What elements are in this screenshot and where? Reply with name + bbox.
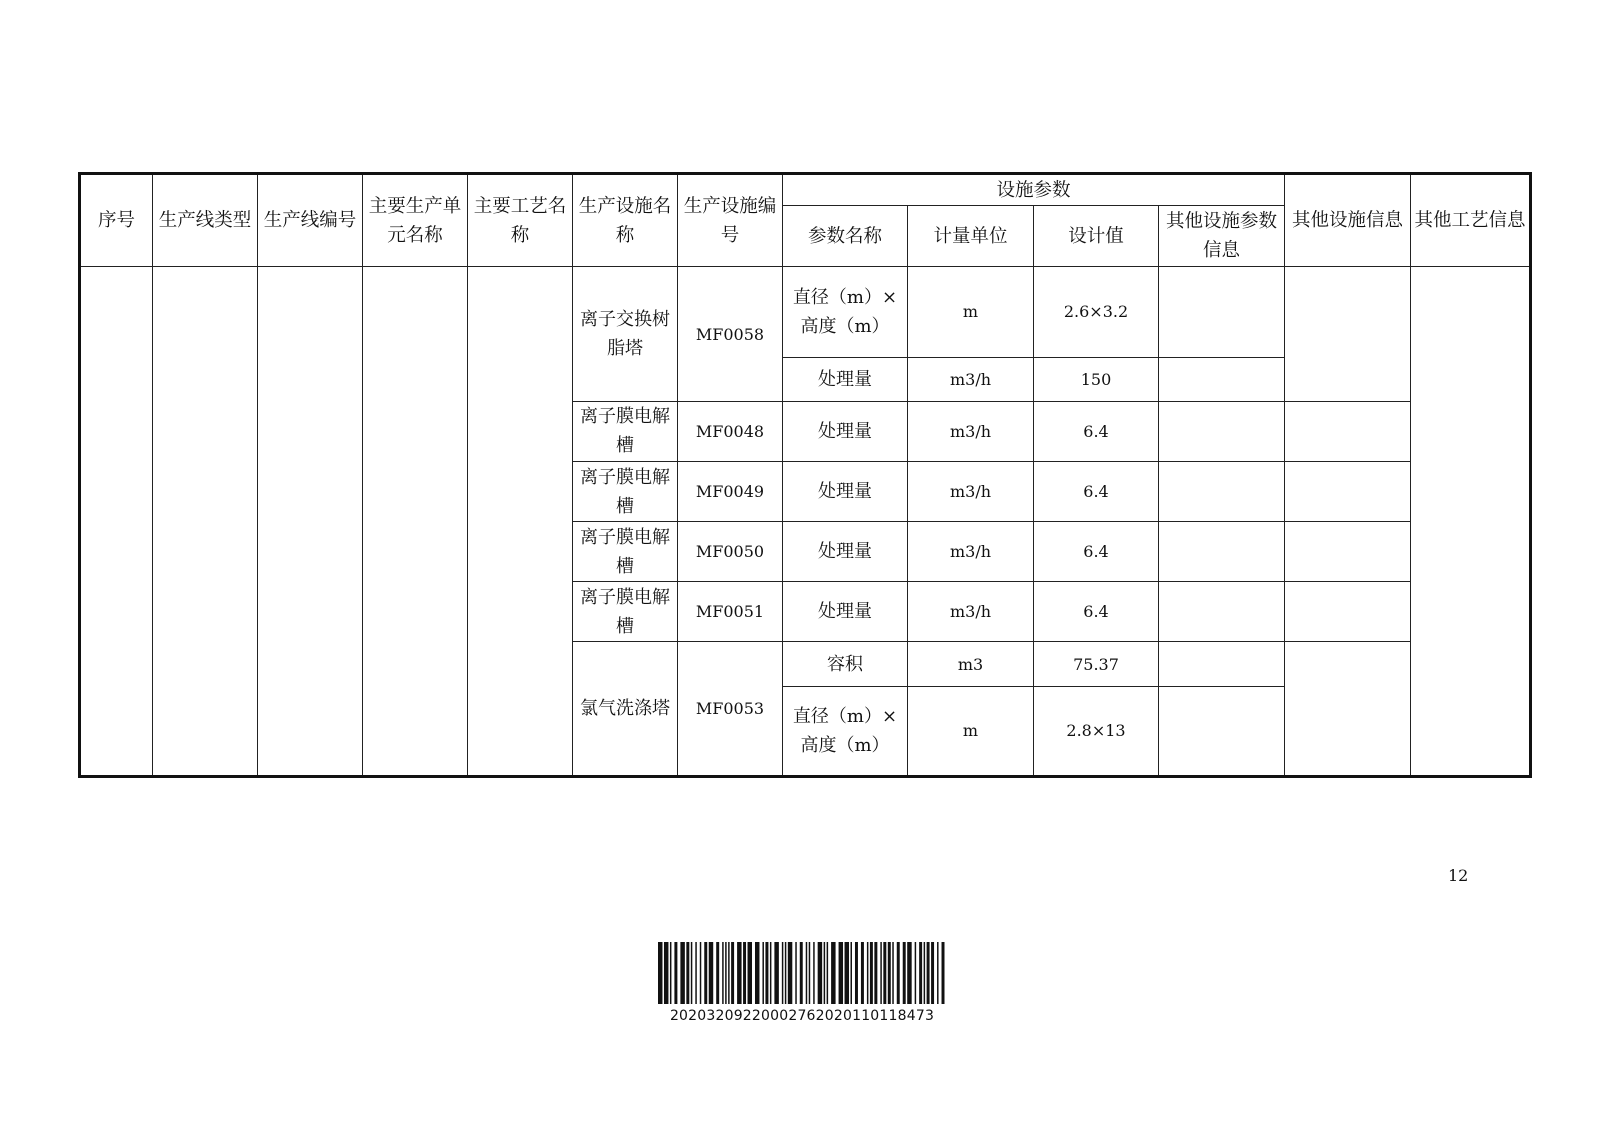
facility-name: 离子膜电解槽 <box>573 522 678 582</box>
barcode-bar <box>748 942 752 1004</box>
facility-parameter-table <box>78 172 1532 778</box>
param-unit: m <box>908 267 1034 357</box>
param-name: 处理量 <box>783 522 908 582</box>
facility-code: MF0058 <box>678 267 783 401</box>
barcode-bar <box>765 942 768 1004</box>
other-facility-info <box>1285 267 1411 401</box>
barcode-bar <box>725 942 726 1004</box>
header-params-group: 设施参数 <box>783 174 1285 206</box>
barcode-bar <box>937 942 938 1004</box>
param-name: 处理量 <box>783 401 908 461</box>
param-name: 直径（m）×高度（m） <box>783 686 908 776</box>
facility-code: MF0053 <box>678 642 783 777</box>
header-seq: 序号 <box>80 174 153 267</box>
barcode-image <box>658 942 946 1004</box>
barcode-bar <box>897 942 900 1004</box>
barcode-bar <box>861 942 864 1004</box>
barcode-bar <box>851 942 852 1004</box>
barcode-bar <box>795 942 796 1004</box>
barcode-bar <box>680 942 684 1004</box>
param-unit: m3/h <box>908 522 1034 582</box>
barcode-bar <box>670 942 671 1004</box>
barcode-bar <box>700 942 701 1004</box>
param-unit: m <box>908 686 1034 776</box>
param-name: 容积 <box>783 642 908 686</box>
barcode-bar <box>903 942 906 1004</box>
header-param-name: 参数名称 <box>783 206 908 267</box>
header-facility-name: 生产设施名称 <box>573 174 678 267</box>
param-value: 150 <box>1034 357 1159 401</box>
barcode-bar <box>931 942 934 1004</box>
cell-line-type <box>153 267 258 777</box>
header-other-process-info: 其他工艺信息 <box>1411 174 1531 267</box>
other-facility-info <box>1285 582 1411 642</box>
barcode-bar <box>888 942 891 1004</box>
header-process-name: 主要工艺名称 <box>468 174 573 267</box>
facility-code: MF0051 <box>678 582 783 642</box>
param-value: 2.6×3.2 <box>1034 267 1159 357</box>
barcode-bar <box>813 942 814 1004</box>
barcode-bar <box>782 942 783 1004</box>
header-line-type: 生产线类型 <box>153 174 258 267</box>
barcode-bar <box>762 942 763 1004</box>
param-unit: m3/h <box>908 582 1034 642</box>
barcode-bar <box>924 942 925 1004</box>
barcode-bar <box>743 942 746 1004</box>
header-design-value: 设计值 <box>1034 206 1159 267</box>
facility-name: 离子膜电解槽 <box>573 401 678 461</box>
barcode-bar <box>870 942 873 1004</box>
cell-process-name <box>468 267 573 777</box>
barcode-bar <box>755 942 759 1004</box>
param-other-info <box>1159 686 1285 776</box>
barcode-bar <box>824 942 825 1004</box>
param-other-info <box>1159 582 1285 642</box>
barcode-bar <box>728 942 729 1004</box>
barcode-number: 20203209220002762020110118473 <box>669 1008 935 1024</box>
barcode-bar <box>927 942 930 1004</box>
barcode-bar <box>704 942 707 1004</box>
barcode-bar <box>709 942 713 1004</box>
param-name: 处理量 <box>783 461 908 521</box>
barcode-bar <box>731 942 734 1004</box>
other-facility-info <box>1285 401 1411 461</box>
param-other-info <box>1159 642 1285 686</box>
barcode-bar <box>883 942 886 1004</box>
barcode-bar <box>722 942 723 1004</box>
param-value: 75.37 <box>1034 642 1159 686</box>
facility-name: 氯气洗涤塔 <box>573 642 678 777</box>
barcode-bar <box>839 942 843 1004</box>
param-value: 6.4 <box>1034 401 1159 461</box>
header-facility-no: 生产设施编号 <box>678 174 783 267</box>
param-value: 2.8×13 <box>1034 686 1159 776</box>
facility-code: MF0050 <box>678 522 783 582</box>
cell-line-no <box>258 267 363 777</box>
barcode-bar <box>664 942 668 1004</box>
barcode-bar <box>809 942 810 1004</box>
barcode-bar <box>880 942 881 1004</box>
facility-name: 离子膜电解槽 <box>573 582 678 642</box>
header-other-param-info: 其他设施参数信息 <box>1159 206 1285 267</box>
facility-code: MF0048 <box>678 401 783 461</box>
header-line-no: 生产线编号 <box>258 174 363 267</box>
barcode-bar <box>800 942 803 1004</box>
barcode-bar <box>788 942 792 1004</box>
other-facility-info <box>1285 642 1411 777</box>
barcode-bar <box>737 942 741 1004</box>
facility-name: 离子交换树脂塔 <box>573 267 678 401</box>
cell-seq <box>80 267 153 777</box>
barcode-bar <box>827 942 828 1004</box>
barcode-bar <box>831 942 835 1004</box>
param-other-info <box>1159 357 1285 401</box>
other-facility-info <box>1285 522 1411 582</box>
barcode-bar <box>674 942 677 1004</box>
barcode-bar <box>942 942 945 1004</box>
barcode-bar <box>774 942 778 1004</box>
barcode-bar <box>915 942 916 1004</box>
param-unit: m3 <box>908 642 1034 686</box>
param-value: 6.4 <box>1034 461 1159 521</box>
barcode-bar <box>770 942 771 1004</box>
facility-code: MF0049 <box>678 461 783 521</box>
param-unit: m3/h <box>908 461 1034 521</box>
param-value: 6.4 <box>1034 582 1159 642</box>
param-name: 处理量 <box>783 357 908 401</box>
param-unit: m3/h <box>908 401 1034 461</box>
param-name: 直径（m）×高度（m） <box>783 267 908 357</box>
barcode-bar <box>845 942 849 1004</box>
barcode-bar <box>806 942 807 1004</box>
other-facility-info <box>1285 461 1411 521</box>
barcode-bar <box>716 942 719 1004</box>
param-other-info <box>1159 401 1285 461</box>
barcode-bar <box>686 942 689 1004</box>
barcode-bar <box>907 942 911 1004</box>
param-value: 6.4 <box>1034 522 1159 582</box>
barcode-bar <box>691 942 692 1004</box>
header-unit-name: 主要生产单元名称 <box>363 174 468 267</box>
facility-name: 离子膜电解槽 <box>573 461 678 521</box>
page-number: 12 <box>1448 866 1469 885</box>
barcode-bar <box>892 942 893 1004</box>
param-other-info <box>1159 267 1285 357</box>
barcode-bar <box>658 942 662 1004</box>
param-other-info <box>1159 461 1285 521</box>
barcode-bar <box>874 942 877 1004</box>
cell-unit-name <box>363 267 468 777</box>
param-unit: m3/h <box>908 357 1034 401</box>
barcode-bar <box>785 942 786 1004</box>
barcode-bar <box>867 942 868 1004</box>
other-process-info <box>1411 267 1531 777</box>
barcode-bar <box>695 942 696 1004</box>
barcode-bar <box>919 942 922 1004</box>
param-name: 处理量 <box>783 582 908 642</box>
header-other-facility-info: 其他设施信息 <box>1285 174 1411 267</box>
barcode-bar <box>855 942 858 1004</box>
barcode-bar <box>818 942 822 1004</box>
param-other-info <box>1159 522 1285 582</box>
header-unit: 计量单位 <box>908 206 1034 267</box>
